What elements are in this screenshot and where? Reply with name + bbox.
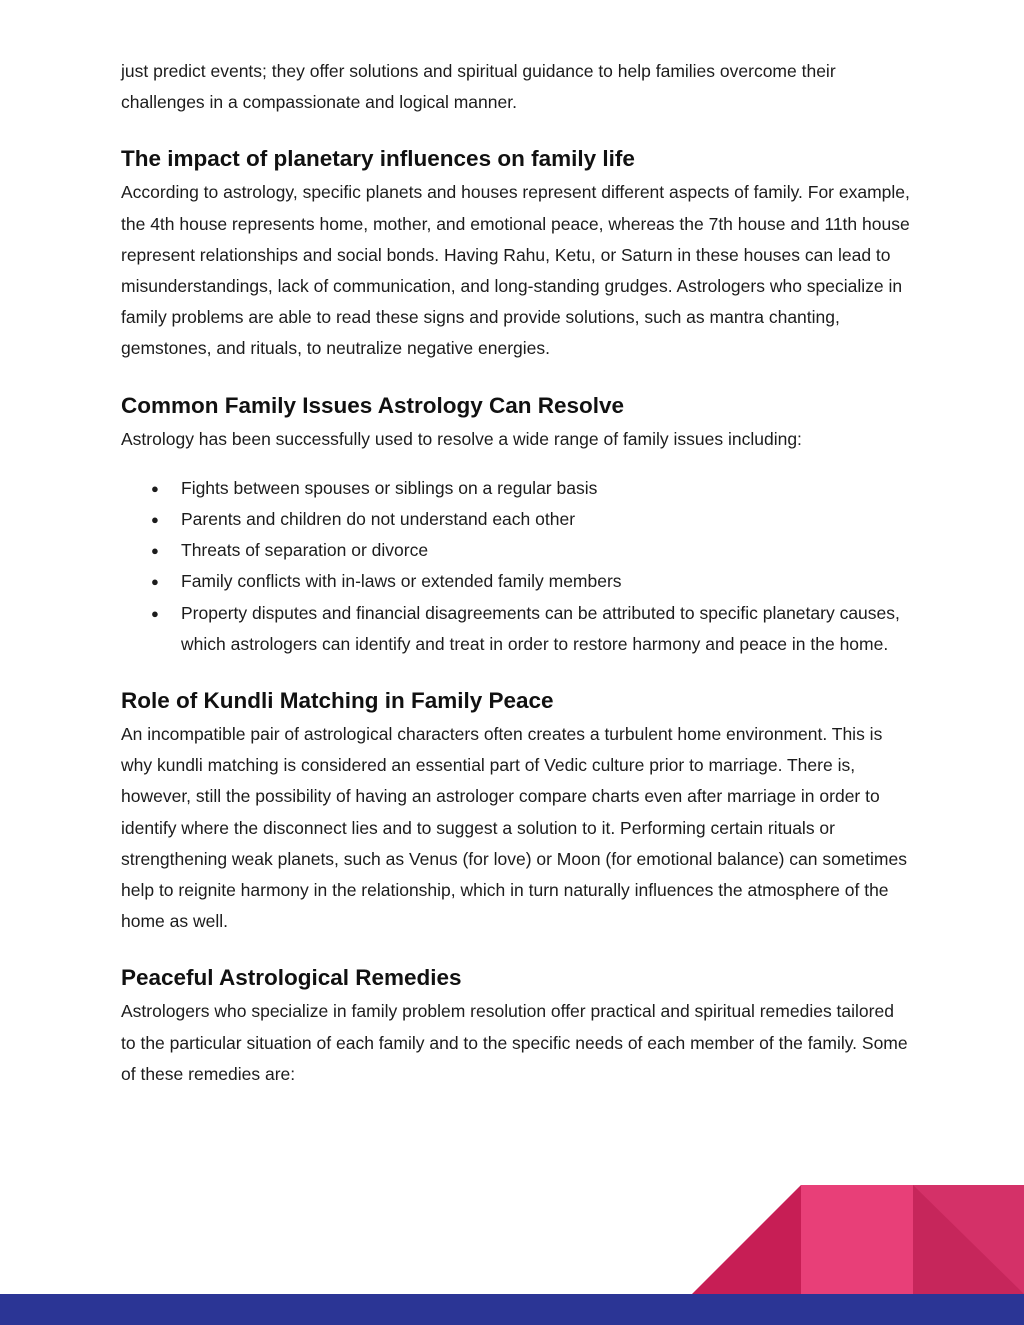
section-planetary-influences — [121, 144, 911, 364]
section-kundli-matching — [121, 686, 911, 937]
list-item — [121, 504, 911, 535]
decor-rose-block — [913, 1185, 1024, 1294]
section-heading: Common Family Issues Astrology Can Resolve — [121, 392, 625, 418]
section-heading: Role of Kundli Matching in Family Peace — [121, 688, 554, 714]
section-paragraph: Astrology has been successfully used to resolve a wide range of family issues including: — [121, 428, 802, 449]
bullet-icon: ● — [151, 480, 159, 496]
decor-shade-triangle — [913, 1185, 1024, 1294]
section-common-family-issues — [121, 391, 911, 660]
bullet-icon: ● — [151, 605, 159, 621]
list-item-text: Parents and children do not understand each other — [181, 509, 576, 530]
list-item-text: Family conflicts with in-laws or extended family members — [181, 571, 622, 592]
issues-list — [121, 473, 911, 660]
list-item — [121, 598, 911, 660]
section-heading: Peaceful Astrological Remedies — [121, 965, 462, 991]
document-body — [121, 56, 911, 1090]
intro-paragraph: just predict events; they offer solutions and spiritual guidance to help families overcome their challenges in a compassionate and logical manner. — [121, 61, 836, 113]
bullet-icon: ● — [151, 574, 159, 590]
bullet-icon: ● — [151, 543, 159, 559]
list-item — [121, 566, 911, 597]
bullet-icon: ● — [151, 512, 159, 528]
footer-band — [0, 1294, 1024, 1325]
list-item — [121, 473, 911, 504]
section-paragraph: Astrologers who specialize in family problem resolution offer practical and spiritual remedies tailored to the particular situation of each family and to the specific needs of each member of the family. Some of these remedies are: — [121, 1001, 908, 1084]
list-item-text: Fights between spouses or siblings on a regular basis — [181, 477, 598, 498]
decor-pink-block — [801, 1185, 913, 1294]
section-paragraph: An incompatible pair of astrological characters often creates a turbulent home environment. This is why kundli matching is considered an essential part of Vedic culture prior to marriage. There is, however, still the possibility of having an astrologer compare charts even after marriage in order to identify where the disconnect lies and to suggest a solution to it. Performing certain rituals or strengthening weak planets, such as Venus (for love) or Moon (for emotional balance) can sometimes help to reignite harmony in the relationship, which in turn naturally influences the atmosphere of the home as well. — [121, 724, 907, 932]
list-item-text: Property disputes and financial disagreements can be attributed to specific planetary causes, which astrologers can identify and treat in order to restore harmony and peace in the home. — [181, 602, 900, 654]
section-paragraph: According to astrology, specific planets and houses represent different aspects of family. For example, the 4th house represents home, mother, and emotional peace, whereas the 7th house and 11th house represent relationships and social bonds. Having Rahu, Ketu, or Saturn in these houses can lead to misunderstandings, lack of communication, and long-standing grudges. Astrologers who specialize in family problems are able to read these signs and provide solutions, such as mantra chanting, gemstones, and rituals, to neutralize negative energies. — [121, 182, 910, 359]
section-peaceful-remedies — [121, 963, 911, 1090]
list-item — [121, 535, 911, 566]
list-item-text: Threats of separation or divorce — [181, 540, 429, 561]
section-heading: The impact of planetary influences on family life — [121, 146, 635, 172]
decor-crimson-triangle — [692, 1185, 801, 1294]
